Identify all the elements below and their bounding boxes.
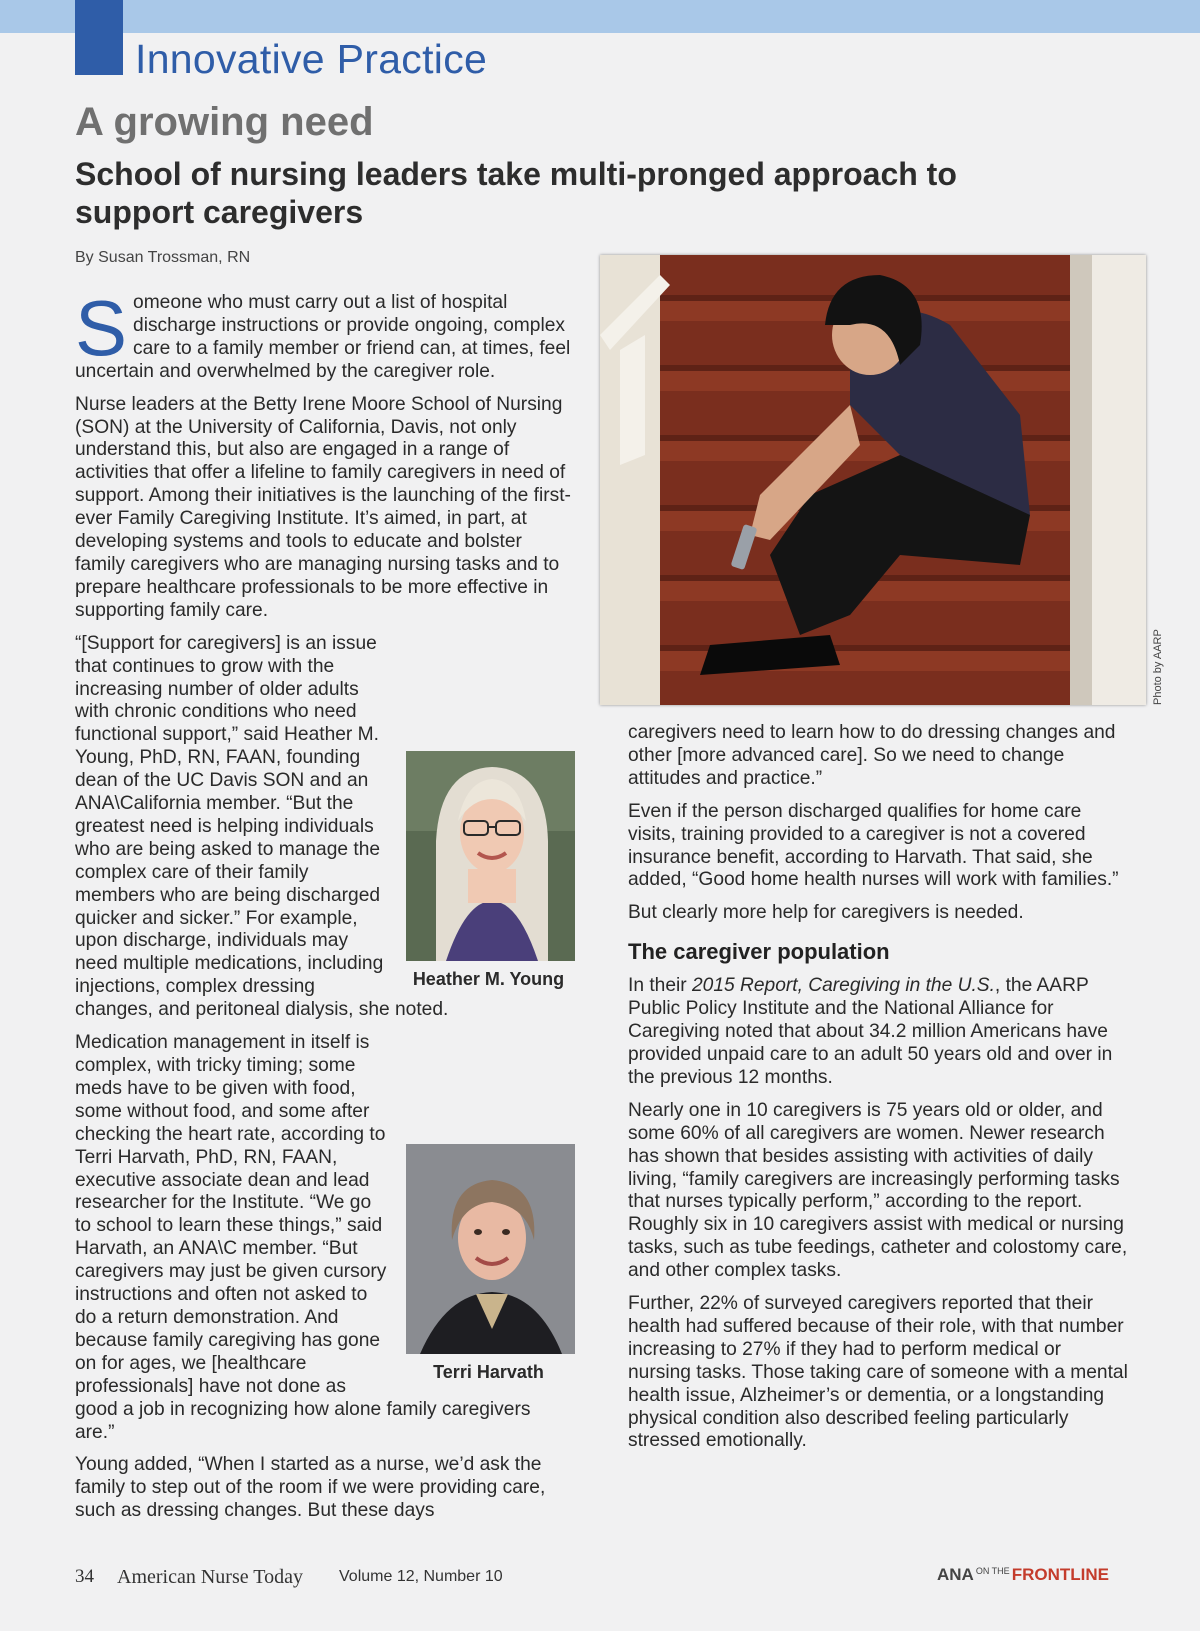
caption-terri-harvath: Terri Harvath: [433, 1362, 544, 1383]
section-title: Innovative Practice: [135, 36, 488, 82]
volume-info: Volume 12, Number 10: [339, 1568, 503, 1585]
ana-on-the-frontline-logo: [937, 1565, 1109, 1585]
headline: A growing need: [75, 100, 374, 144]
portrait-heather-young: [406, 751, 575, 961]
report-title: 2015 Report, Caregiving in the U.S.: [692, 975, 995, 997]
paragraph-3-text: “[Support for caregivers] is an issue that continues to grow with the increasing number of older adults with chronic conditions who need functional support,” said Heather M. Young, PhD, RN, FAAN, founding dean of the UC Davis SON and an ANA\California member. “But the greatest need is helping individuals who are being asked to manage the complex care of their family members who are being discharged quicker and sicker.” For example, upon discharge, individuals may need multiple medications, including injections, complex dressing changes, and peritoneal dialysis, she noted.: [75, 632, 449, 1021]
paragraph-9: [628, 975, 1128, 1090]
subhead-caregiver-population: The caregiver population: [628, 939, 890, 965]
paragraph-7: Even if the person discharged qualifies for home care visits, training provided to a caregiver is not a covered insurance benefit, according to Harvath. That said, she added, “Good home health nurses will work with families.”: [628, 800, 1119, 891]
paragraph-9-lead: In their: [628, 975, 692, 997]
caption-heather-young: Heather M. Young: [412, 968, 565, 989]
paragraph-2: Nurse leaders at the Betty Irene Moore School of Nursing (SON) at the University of California, Davis, not only understand this, but also are engaged in a range of activities that offer a lifeline to family caregivers in need of support. Among their initiatives is the launching of the first-ever Family Caregiving Institute. It’s aimed, in part, at developing systems and tools to educate and bolster family caregivers who are managing nursing tasks and to prepare healthcare professionals to be more effective in supporting family care.: [75, 393, 571, 621]
portrait-terri-harvath: [406, 1144, 575, 1354]
paragraph-5: Young added, “When I started as a nurse, we’d ask the family to step out of the room if we were providing care, such as dressing changes. But these days: [75, 1454, 546, 1522]
paragraph-3: [75, 633, 575, 1022]
portrait-harvath-inset: [402, 1144, 575, 1389]
photo-credit: Photo by AARP: [1152, 629, 1164, 705]
feature-photo-caregiver-on-stairs: [600, 255, 1146, 705]
paragraph-10: Nearly one in 10 caregivers is 75 years old or older, and some 60% of all caregivers are women. Newer research has shown that besides assisting with activities of daily living, “family caregivers are increasingly performing tasks that nurses typically perform,” according to the report. Roughly six in 10 caregivers assist with medical or nursing tasks, such as tube feedings, catheter and colostomy care, and other complex tasks.: [628, 1099, 1128, 1282]
paragraph-1-text: omeone who must carry out a list of hospital discharge instructions or provide ongoing, complex care to a family member or friend can, at times, feel uncertain and overwhelmed by the caregiver role.: [75, 292, 571, 382]
deck-subtitle: School of nursing leaders take multi-pronged approach to support caregivers: [75, 156, 957, 230]
article-column-right: [628, 722, 1128, 1463]
paragraph-4-text: Medication management in itself is complex, with tricky timing; some meds have to be given with food, some without food, and some after checking the heart rate, according to Terri Harvath, PhD, RN, FAAN, executive associate dean and lead researcher for the Institute. “We go to school to learn these things,” said Harvath, an ANA\C member. “But caregivers may just be given cursory instructions and often not asked to do a return demonstration. And because family caregiving has gone on for ages, we [healthcare professionals] have not done as good a job in recognizing how alone family caregivers are.”: [75, 1032, 531, 1443]
section-marker-block: [75, 0, 123, 75]
article-column-left: [75, 284, 575, 1533]
drop-cap: S: [75, 284, 128, 372]
paragraph-9-rest: , the AARP Public Policy Institute and the National Alliance for Caregiving noted that about 34.2 million Americans have provided unpaid care to an adult 50 years old and over in the previous 12 months.: [628, 975, 1113, 1088]
portrait-young-inset: [402, 751, 575, 991]
paragraph-11: Further, 22% of surveyed caregivers reported that their health had suffered because of their role, with that number increasing to 27% if they had to perform medical or nursing tasks. Those taking care of someone with a mental health issue, Alzheimer’s or dementia, or a longstanding physical condition also described feeling particularly stressed emotionally.: [628, 1293, 1128, 1452]
paragraph-1: [75, 284, 575, 384]
logo-ana: ANA: [937, 1565, 974, 1584]
paragraph-8: But clearly more help for caregivers is needed.: [628, 902, 1024, 924]
paragraph-4: [75, 1032, 575, 1444]
byline: By Susan Trossman, RN: [75, 249, 251, 266]
magazine-name: American Nurse Today: [117, 1566, 303, 1588]
top-color-bar: [0, 0, 1200, 33]
logo-frontline: FRONTLINE: [1011, 1565, 1109, 1584]
logo-onthe: ON THE: [975, 1566, 1010, 1576]
page-number: 34: [75, 1566, 94, 1587]
paragraph-6: caregivers need to learn how to do dressing changes and other [more advanced care]. So we need to change attitudes and practice.”: [628, 722, 1116, 789]
